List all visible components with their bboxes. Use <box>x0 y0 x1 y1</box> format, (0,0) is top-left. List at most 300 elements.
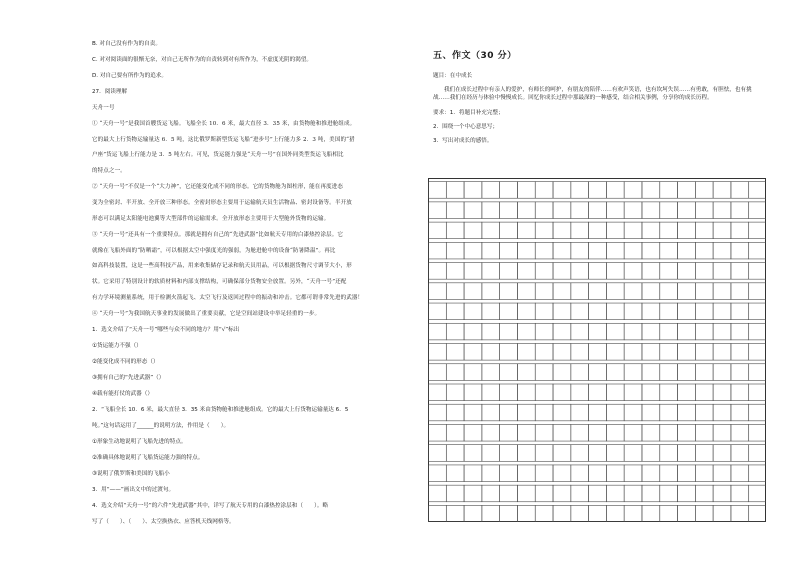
grid-cell[interactable] <box>713 242 731 259</box>
grid-cell[interactable] <box>517 364 535 381</box>
grid-cell[interactable] <box>749 485 766 502</box>
grid-cell[interactable] <box>731 283 749 300</box>
grid-cell[interactable] <box>606 485 624 502</box>
grid-cell[interactable] <box>642 323 660 340</box>
grid-cell[interactable] <box>624 364 642 381</box>
grid-cell[interactable] <box>731 505 749 522</box>
grid-cell[interactable] <box>678 404 696 421</box>
grid-cell[interactable] <box>571 202 589 219</box>
grid-cell[interactable] <box>482 182 500 199</box>
grid-cell[interactable] <box>589 445 607 462</box>
grid-cell[interactable] <box>464 303 482 320</box>
grid-cell[interactable] <box>535 364 553 381</box>
grid-cell[interactable] <box>713 182 731 199</box>
grid-cell[interactable] <box>642 445 660 462</box>
grid-cell[interactable] <box>553 384 571 401</box>
grid-cell[interactable] <box>713 263 731 280</box>
grid-cell[interactable] <box>695 263 713 280</box>
grid-cell[interactable] <box>606 242 624 259</box>
grid-cell[interactable] <box>642 485 660 502</box>
grid-cell[interactable] <box>535 242 553 259</box>
grid-cell[interactable] <box>446 364 464 381</box>
grid-cell[interactable] <box>749 384 766 401</box>
grid-cell[interactable] <box>749 364 766 381</box>
grid-cell[interactable] <box>695 465 713 482</box>
grid-cell[interactable] <box>624 222 642 239</box>
grid-cell[interactable] <box>695 445 713 462</box>
grid-cell[interactable] <box>482 364 500 381</box>
grid-cell[interactable] <box>553 323 571 340</box>
grid-cell[interactable] <box>500 404 518 421</box>
grid-cell[interactable] <box>642 384 660 401</box>
grid-cell[interactable] <box>606 323 624 340</box>
grid-cell[interactable] <box>660 222 678 239</box>
grid-cell[interactable] <box>553 445 571 462</box>
grid-cell[interactable] <box>571 465 589 482</box>
grid-cell[interactable] <box>713 445 731 462</box>
grid-cell[interactable] <box>429 485 447 502</box>
grid-cell[interactable] <box>500 242 518 259</box>
grid-cell[interactable] <box>749 344 766 361</box>
grid-cell[interactable] <box>535 182 553 199</box>
grid-cell[interactable] <box>713 404 731 421</box>
grid-cell[interactable] <box>624 242 642 259</box>
grid-cell[interactable] <box>660 404 678 421</box>
grid-cell[interactable] <box>500 485 518 502</box>
grid-cell[interactable] <box>731 222 749 239</box>
grid-cell[interactable] <box>446 242 464 259</box>
composition-grid[interactable] <box>428 178 766 522</box>
grid-cell[interactable] <box>429 344 447 361</box>
grid-cell[interactable] <box>678 182 696 199</box>
grid-cell[interactable] <box>446 283 464 300</box>
grid-cell[interactable] <box>500 364 518 381</box>
grid-cell[interactable] <box>446 323 464 340</box>
grid-cell[interactable] <box>695 485 713 502</box>
grid-cell[interactable] <box>678 424 696 441</box>
grid-cell[interactable] <box>731 445 749 462</box>
grid-cell[interactable] <box>517 384 535 401</box>
grid-cell[interactable] <box>571 242 589 259</box>
grid-cell[interactable] <box>660 242 678 259</box>
grid-cell[interactable] <box>749 424 766 441</box>
grid-cell[interactable] <box>535 465 553 482</box>
grid-cell[interactable] <box>553 303 571 320</box>
grid-cell[interactable] <box>589 465 607 482</box>
grid-cell[interactable] <box>731 263 749 280</box>
grid-cell[interactable] <box>429 222 447 239</box>
grid-cell[interactable] <box>749 263 766 280</box>
grid-cell[interactable] <box>429 445 447 462</box>
grid-cell[interactable] <box>624 182 642 199</box>
grid-cell[interactable] <box>589 424 607 441</box>
grid-cell[interactable] <box>678 222 696 239</box>
grid-cell[interactable] <box>678 445 696 462</box>
grid-cell[interactable] <box>606 445 624 462</box>
grid-cell[interactable] <box>660 283 678 300</box>
grid-cell[interactable] <box>695 384 713 401</box>
grid-cell[interactable] <box>429 424 447 441</box>
grid-cell[interactable] <box>695 242 713 259</box>
grid-cell[interactable] <box>695 303 713 320</box>
grid-cell[interactable] <box>695 424 713 441</box>
grid-cell[interactable] <box>624 384 642 401</box>
grid-cell[interactable] <box>731 182 749 199</box>
grid-cell[interactable] <box>749 505 766 522</box>
grid-cell[interactable] <box>429 404 447 421</box>
grid-cell[interactable] <box>571 485 589 502</box>
grid-cell[interactable] <box>642 283 660 300</box>
grid-cell[interactable] <box>482 283 500 300</box>
grid-cell[interactable] <box>482 465 500 482</box>
grid-cell[interactable] <box>553 505 571 522</box>
grid-cell[interactable] <box>660 364 678 381</box>
grid-cell[interactable] <box>571 505 589 522</box>
grid-cell[interactable] <box>678 283 696 300</box>
grid-cell[interactable] <box>678 263 696 280</box>
grid-cell[interactable] <box>660 445 678 462</box>
grid-cell[interactable] <box>589 384 607 401</box>
grid-cell[interactable] <box>464 364 482 381</box>
grid-cell[interactable] <box>571 323 589 340</box>
grid-cell[interactable] <box>429 283 447 300</box>
grid-cell[interactable] <box>429 303 447 320</box>
grid-cell[interactable] <box>642 242 660 259</box>
grid-cell[interactable] <box>713 505 731 522</box>
grid-cell[interactable] <box>482 202 500 219</box>
grid-cell[interactable] <box>446 202 464 219</box>
grid-cell[interactable] <box>624 344 642 361</box>
grid-cell[interactable] <box>749 303 766 320</box>
grid-cell[interactable] <box>695 404 713 421</box>
grid-cell[interactable] <box>500 182 518 199</box>
grid-cell[interactable] <box>678 303 696 320</box>
grid-cell[interactable] <box>713 303 731 320</box>
grid-cell[interactable] <box>446 485 464 502</box>
grid-cell[interactable] <box>695 505 713 522</box>
grid-cell[interactable] <box>464 263 482 280</box>
grid-cell[interactable] <box>713 202 731 219</box>
grid-cell[interactable] <box>731 202 749 219</box>
grid-cell[interactable] <box>589 202 607 219</box>
grid-cell[interactable] <box>429 182 447 199</box>
grid-cell[interactable] <box>429 202 447 219</box>
grid-cell[interactable] <box>535 424 553 441</box>
grid-cell[interactable] <box>731 323 749 340</box>
grid-cell[interactable] <box>446 182 464 199</box>
grid-cell[interactable] <box>553 283 571 300</box>
grid-cell[interactable] <box>571 303 589 320</box>
grid-cell[interactable] <box>429 465 447 482</box>
grid-cell[interactable] <box>517 222 535 239</box>
grid-cell[interactable] <box>517 202 535 219</box>
grid-cell[interactable] <box>660 465 678 482</box>
grid-cell[interactable] <box>482 344 500 361</box>
grid-cell[interactable] <box>695 202 713 219</box>
grid-cell[interactable] <box>429 364 447 381</box>
grid-cell[interactable] <box>678 323 696 340</box>
grid-cell[interactable] <box>713 384 731 401</box>
grid-cell[interactable] <box>660 485 678 502</box>
grid-cell[interactable] <box>535 344 553 361</box>
grid-cell[interactable] <box>517 242 535 259</box>
grid-cell[interactable] <box>464 182 482 199</box>
grid-cell[interactable] <box>535 505 553 522</box>
grid-cell[interactable] <box>713 485 731 502</box>
grid-cell[interactable] <box>695 182 713 199</box>
grid-cell[interactable] <box>500 445 518 462</box>
grid-cell[interactable] <box>749 465 766 482</box>
grid-cell[interactable] <box>749 242 766 259</box>
grid-cell[interactable] <box>624 202 642 219</box>
grid-cell[interactable] <box>660 384 678 401</box>
grid-cell[interactable] <box>678 384 696 401</box>
grid-cell[interactable] <box>553 222 571 239</box>
grid-cell[interactable] <box>553 465 571 482</box>
grid-cell[interactable] <box>482 505 500 522</box>
grid-cell[interactable] <box>482 323 500 340</box>
grid-cell[interactable] <box>642 263 660 280</box>
grid-cell[interactable] <box>571 384 589 401</box>
grid-cell[interactable] <box>553 263 571 280</box>
grid-cell[interactable] <box>749 222 766 239</box>
writing-grid-paper[interactable] <box>428 178 766 522</box>
grid-cell[interactable] <box>429 505 447 522</box>
grid-cell[interactable] <box>464 202 482 219</box>
grid-cell[interactable] <box>731 384 749 401</box>
grid-cell[interactable] <box>482 222 500 239</box>
grid-cell[interactable] <box>624 323 642 340</box>
grid-cell[interactable] <box>606 222 624 239</box>
grid-cell[interactable] <box>482 242 500 259</box>
grid-cell[interactable] <box>464 242 482 259</box>
grid-cell[interactable] <box>731 242 749 259</box>
grid-cell[interactable] <box>446 424 464 441</box>
grid-cell[interactable] <box>678 505 696 522</box>
grid-cell[interactable] <box>500 505 518 522</box>
grid-cell[interactable] <box>429 263 447 280</box>
grid-cell[interactable] <box>642 344 660 361</box>
grid-cell[interactable] <box>731 344 749 361</box>
grid-cell[interactable] <box>589 222 607 239</box>
grid-cell[interactable] <box>713 424 731 441</box>
grid-cell[interactable] <box>624 505 642 522</box>
grid-cell[interactable] <box>464 384 482 401</box>
grid-cell[interactable] <box>517 182 535 199</box>
grid-cell[interactable] <box>446 344 464 361</box>
grid-cell[interactable] <box>642 465 660 482</box>
grid-cell[interactable] <box>500 344 518 361</box>
grid-cell[interactable] <box>606 263 624 280</box>
grid-cell[interactable] <box>500 283 518 300</box>
grid-cell[interactable] <box>464 424 482 441</box>
grid-cell[interactable] <box>517 323 535 340</box>
grid-cell[interactable] <box>749 182 766 199</box>
grid-cell[interactable] <box>642 505 660 522</box>
grid-cell[interactable] <box>464 505 482 522</box>
grid-cell[interactable] <box>660 303 678 320</box>
grid-cell[interactable] <box>606 283 624 300</box>
grid-cell[interactable] <box>589 283 607 300</box>
grid-cell[interactable] <box>749 404 766 421</box>
grid-cell[interactable] <box>500 222 518 239</box>
grid-cell[interactable] <box>678 364 696 381</box>
grid-cell[interactable] <box>624 263 642 280</box>
grid-cell[interactable] <box>571 182 589 199</box>
grid-cell[interactable] <box>749 323 766 340</box>
grid-cell[interactable] <box>624 465 642 482</box>
grid-cell[interactable] <box>642 222 660 239</box>
grid-cell[interactable] <box>589 485 607 502</box>
grid-cell[interactable] <box>731 465 749 482</box>
grid-cell[interactable] <box>517 424 535 441</box>
grid-cell[interactable] <box>464 465 482 482</box>
grid-cell[interactable] <box>482 445 500 462</box>
grid-cell[interactable] <box>606 424 624 441</box>
grid-cell[interactable] <box>464 323 482 340</box>
grid-cell[interactable] <box>606 465 624 482</box>
grid-cell[interactable] <box>446 445 464 462</box>
grid-cell[interactable] <box>606 202 624 219</box>
grid-cell[interactable] <box>642 424 660 441</box>
grid-cell[interactable] <box>482 404 500 421</box>
grid-cell[interactable] <box>713 222 731 239</box>
grid-cell[interactable] <box>695 344 713 361</box>
grid-cell[interactable] <box>429 384 447 401</box>
grid-cell[interactable] <box>624 445 642 462</box>
grid-cell[interactable] <box>464 283 482 300</box>
grid-cell[interactable] <box>589 364 607 381</box>
grid-cell[interactable] <box>446 263 464 280</box>
grid-cell[interactable] <box>553 182 571 199</box>
grid-cell[interactable] <box>589 263 607 280</box>
grid-cell[interactable] <box>695 323 713 340</box>
grid-cell[interactable] <box>535 485 553 502</box>
grid-cell[interactable] <box>713 344 731 361</box>
grid-cell[interactable] <box>553 344 571 361</box>
grid-cell[interactable] <box>660 263 678 280</box>
grid-cell[interactable] <box>482 424 500 441</box>
grid-cell[interactable] <box>517 485 535 502</box>
grid-cell[interactable] <box>535 222 553 239</box>
grid-cell[interactable] <box>713 283 731 300</box>
grid-cell[interactable] <box>713 323 731 340</box>
grid-cell[interactable] <box>464 344 482 361</box>
grid-cell[interactable] <box>571 445 589 462</box>
grid-cell[interactable] <box>695 222 713 239</box>
grid-cell[interactable] <box>517 465 535 482</box>
grid-cell[interactable] <box>517 505 535 522</box>
grid-cell[interactable] <box>589 182 607 199</box>
grid-cell[interactable] <box>660 505 678 522</box>
grid-cell[interactable] <box>731 485 749 502</box>
grid-cell[interactable] <box>642 364 660 381</box>
grid-cell[interactable] <box>517 263 535 280</box>
grid-cell[interactable] <box>553 202 571 219</box>
grid-cell[interactable] <box>589 242 607 259</box>
grid-cell[interactable] <box>446 384 464 401</box>
grid-cell[interactable] <box>695 364 713 381</box>
grid-cell[interactable] <box>535 384 553 401</box>
grid-cell[interactable] <box>500 323 518 340</box>
grid-cell[interactable] <box>642 303 660 320</box>
grid-cell[interactable] <box>464 445 482 462</box>
grid-cell[interactable] <box>678 465 696 482</box>
grid-cell[interactable] <box>535 202 553 219</box>
grid-cell[interactable] <box>660 424 678 441</box>
grid-cell[interactable] <box>464 222 482 239</box>
grid-cell[interactable] <box>606 303 624 320</box>
grid-cell[interactable] <box>535 404 553 421</box>
grid-cell[interactable] <box>624 424 642 441</box>
grid-cell[interactable] <box>535 303 553 320</box>
grid-cell[interactable] <box>624 404 642 421</box>
grid-cell[interactable] <box>642 404 660 421</box>
grid-cell[interactable] <box>678 485 696 502</box>
grid-cell[interactable] <box>606 182 624 199</box>
grid-cell[interactable] <box>517 303 535 320</box>
grid-cell[interactable] <box>482 263 500 280</box>
grid-cell[interactable] <box>571 344 589 361</box>
grid-cell[interactable] <box>678 202 696 219</box>
grid-cell[interactable] <box>429 323 447 340</box>
grid-cell[interactable] <box>464 404 482 421</box>
grid-cell[interactable] <box>624 303 642 320</box>
grid-cell[interactable] <box>731 364 749 381</box>
grid-cell[interactable] <box>446 222 464 239</box>
grid-cell[interactable] <box>500 263 518 280</box>
grid-cell[interactable] <box>589 404 607 421</box>
grid-cell[interactable] <box>500 424 518 441</box>
grid-cell[interactable] <box>571 283 589 300</box>
grid-cell[interactable] <box>624 485 642 502</box>
grid-cell[interactable] <box>482 303 500 320</box>
grid-cell[interactable] <box>660 202 678 219</box>
grid-cell[interactable] <box>731 404 749 421</box>
grid-cell[interactable] <box>731 303 749 320</box>
grid-cell[interactable] <box>606 404 624 421</box>
grid-cell[interactable] <box>571 263 589 280</box>
grid-cell[interactable] <box>500 202 518 219</box>
grid-cell[interactable] <box>446 505 464 522</box>
grid-cell[interactable] <box>500 465 518 482</box>
grid-cell[interactable] <box>642 202 660 219</box>
grid-cell[interactable] <box>624 283 642 300</box>
grid-cell[interactable] <box>517 283 535 300</box>
grid-cell[interactable] <box>571 364 589 381</box>
grid-cell[interactable] <box>446 303 464 320</box>
grid-cell[interactable] <box>446 465 464 482</box>
grid-cell[interactable] <box>606 505 624 522</box>
grid-cell[interactable] <box>660 323 678 340</box>
grid-cell[interactable] <box>660 344 678 361</box>
grid-cell[interactable] <box>660 182 678 199</box>
grid-cell[interactable] <box>678 242 696 259</box>
grid-cell[interactable] <box>446 404 464 421</box>
grid-cell[interactable] <box>535 263 553 280</box>
grid-cell[interactable] <box>500 384 518 401</box>
grid-cell[interactable] <box>482 485 500 502</box>
grid-cell[interactable] <box>589 505 607 522</box>
grid-cell[interactable] <box>749 445 766 462</box>
grid-cell[interactable] <box>606 384 624 401</box>
grid-cell[interactable] <box>500 303 518 320</box>
grid-cell[interactable] <box>589 344 607 361</box>
grid-cell[interactable] <box>482 384 500 401</box>
grid-cell[interactable] <box>731 424 749 441</box>
grid-cell[interactable] <box>553 404 571 421</box>
grid-cell[interactable] <box>678 344 696 361</box>
